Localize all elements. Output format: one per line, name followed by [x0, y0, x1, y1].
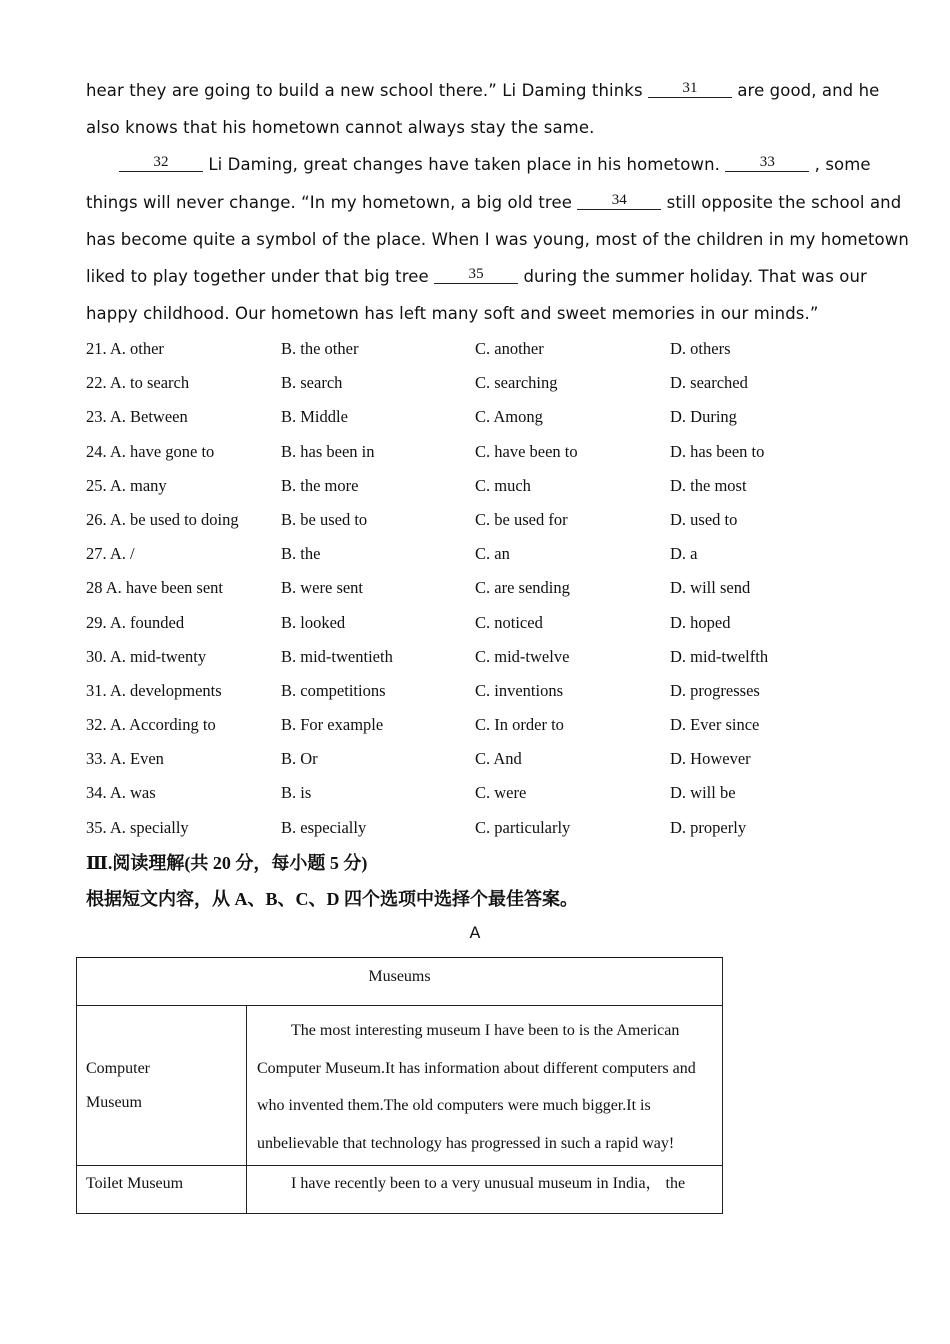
- option-d: D. will send: [670, 578, 751, 598]
- option-d: D. progresses: [670, 680, 760, 700]
- option-row: [86, 538, 886, 572]
- option-c: C. Among: [475, 407, 543, 427]
- label-line: Museum: [86, 1093, 142, 1111]
- option-a: 22. A. to search: [86, 373, 190, 393]
- option-c: C. noticed: [475, 612, 543, 632]
- option-b: B. looked: [281, 612, 346, 632]
- option-row: [86, 743, 886, 777]
- option-b: B. Or: [281, 749, 318, 769]
- option-row: [86, 504, 886, 538]
- option-a: 24. A. have gone to: [86, 441, 215, 461]
- option-b: B. were sent: [281, 578, 364, 598]
- passage-text: liked to play together under that big tree: [86, 266, 435, 286]
- option-a: 25. A. many: [86, 475, 167, 495]
- reading-section-header: [86, 846, 578, 918]
- option-b: B. the other: [281, 339, 359, 358]
- option-b: B. competitions: [281, 680, 386, 700]
- answer-options: [86, 333, 886, 846]
- passage-line: happy childhood. Our hometown has left many soft and sweet memories in our minds.”: [86, 304, 819, 324]
- passage-letter: A: [469, 923, 481, 942]
- option-c: C. And: [475, 749, 522, 769]
- option-b: B. has been in: [281, 441, 375, 461]
- option-b: B. search: [281, 373, 343, 393]
- option-c: C. much: [475, 475, 531, 495]
- option-c: C. particularly: [475, 817, 571, 837]
- blank-35: 35: [434, 265, 518, 284]
- option-c: C. be used for: [475, 509, 568, 529]
- section-heading: Ⅲ.阅读理解(共 20 分，每小题 5 分): [86, 853, 368, 873]
- option-row: [86, 367, 886, 401]
- passage-line: also knows that his hometown cannot always stay the same.: [86, 118, 595, 138]
- passage-text: during the summer holiday. That was our: [518, 266, 867, 286]
- option-d: D. the most: [670, 475, 747, 495]
- passage-line: has become quite a symbol of the place. When I was young, most of the children in my hometown: [86, 229, 909, 249]
- option-a: 33. A. Even: [86, 749, 164, 769]
- option-d: D. a: [670, 544, 698, 564]
- option-b: B. especially: [281, 817, 367, 837]
- blank-32: 32: [119, 153, 203, 172]
- option-a: 35. A. specially: [86, 817, 189, 837]
- option-b: B. mid-twentieth: [281, 646, 393, 666]
- option-d: D. properly: [670, 817, 747, 837]
- option-d: D. searched: [670, 373, 748, 393]
- passage-line: [86, 74, 880, 111]
- label-line: Computer: [86, 1059, 150, 1077]
- option-d: D. will be: [670, 783, 736, 803]
- option-c: C. were: [475, 783, 527, 803]
- option-c: C. have been to: [475, 441, 578, 461]
- option-d: D. mid-twelfth: [670, 646, 769, 666]
- option-a: 26. A. be used to doing: [86, 509, 239, 529]
- option-c: C. In order to: [475, 715, 564, 735]
- option-d: D. used to: [670, 509, 738, 529]
- option-a: 21. A. other: [86, 339, 164, 358]
- option-c: C. another: [475, 339, 544, 358]
- museums-table: [76, 957, 723, 1214]
- option-a: 32. A. According to: [86, 715, 216, 735]
- option-a: 31. A. developments: [86, 680, 222, 700]
- option-row: [86, 812, 886, 846]
- option-d: D. During: [670, 407, 737, 427]
- option-row: [86, 401, 886, 435]
- blank-34: 34: [577, 191, 661, 210]
- option-c: C. mid-twelve: [475, 646, 570, 666]
- option-b: B. Middle: [281, 407, 348, 427]
- option-row: [86, 572, 886, 606]
- option-row: [86, 607, 886, 641]
- blank-33: 33: [725, 153, 809, 172]
- section-instruction: 根据短文内容，从 A、B、C、D 四个选项中选择个最佳答案。: [86, 889, 579, 909]
- option-b: B. For example: [281, 715, 384, 735]
- option-row: [86, 470, 886, 504]
- option-a: 29. A. founded: [86, 612, 185, 632]
- option-d: D. However: [670, 749, 751, 769]
- table-header: Museums: [77, 958, 723, 1006]
- passage-line: [86, 148, 871, 185]
- option-b: B. is: [281, 783, 312, 803]
- option-c: C. are sending: [475, 578, 570, 598]
- option-row: [86, 641, 886, 675]
- toilet-museum-label: Toilet Museum: [77, 1166, 247, 1214]
- computer-museum-text: The most interesting museum I have been to is the American Computer Museum.It has information about different computers and who invented them.The old computers were much bigger.It is unbelievable that technology has progressed in such a rapid way!: [247, 1006, 723, 1166]
- passage-text: , some: [809, 155, 871, 175]
- option-a: 23. A. Between: [86, 407, 188, 427]
- passage-line: [86, 186, 902, 223]
- option-b: B. the more: [281, 475, 359, 495]
- option-b: B. be used to: [281, 509, 368, 529]
- toilet-museum-text: I have recently been to a very unusual museum in India， the: [247, 1166, 723, 1214]
- option-row: [86, 436, 886, 470]
- option-b: B. the: [281, 544, 321, 564]
- option-d: D. Ever since: [670, 715, 760, 735]
- option-row: [86, 777, 886, 811]
- passage-text: are good, and he: [732, 81, 880, 100]
- option-d: D. hoped: [670, 612, 731, 632]
- option-row: [86, 675, 886, 709]
- option-d: D. others: [670, 339, 731, 358]
- option-a: 30. A. mid-twenty: [86, 646, 207, 666]
- option-d: D. has been to: [670, 441, 765, 461]
- option-c: C. an: [475, 544, 510, 564]
- blank-31: 31: [648, 79, 732, 98]
- option-row: [86, 709, 886, 743]
- option-row: [86, 333, 886, 367]
- passage-text: still opposite the school and: [661, 192, 902, 212]
- passage-text: hear they are going to build a new school there.” Li Daming thinks: [86, 81, 648, 100]
- option-c: C. searching: [475, 373, 558, 393]
- option-c: C. inventions: [475, 680, 564, 700]
- passage-line: [86, 260, 866, 297]
- passage-text: Li Daming, great changes have taken place in his hometown.: [203, 155, 726, 175]
- option-a: 28 A. have been sent: [86, 578, 224, 598]
- option-a: 27. A. /: [86, 544, 135, 564]
- cloze-passage: [86, 74, 909, 334]
- computer-museum-label: [77, 1006, 247, 1166]
- passage-text: things will never change. “In my hometown, a big old tree: [86, 192, 578, 212]
- option-a: 34. A. was: [86, 783, 156, 803]
